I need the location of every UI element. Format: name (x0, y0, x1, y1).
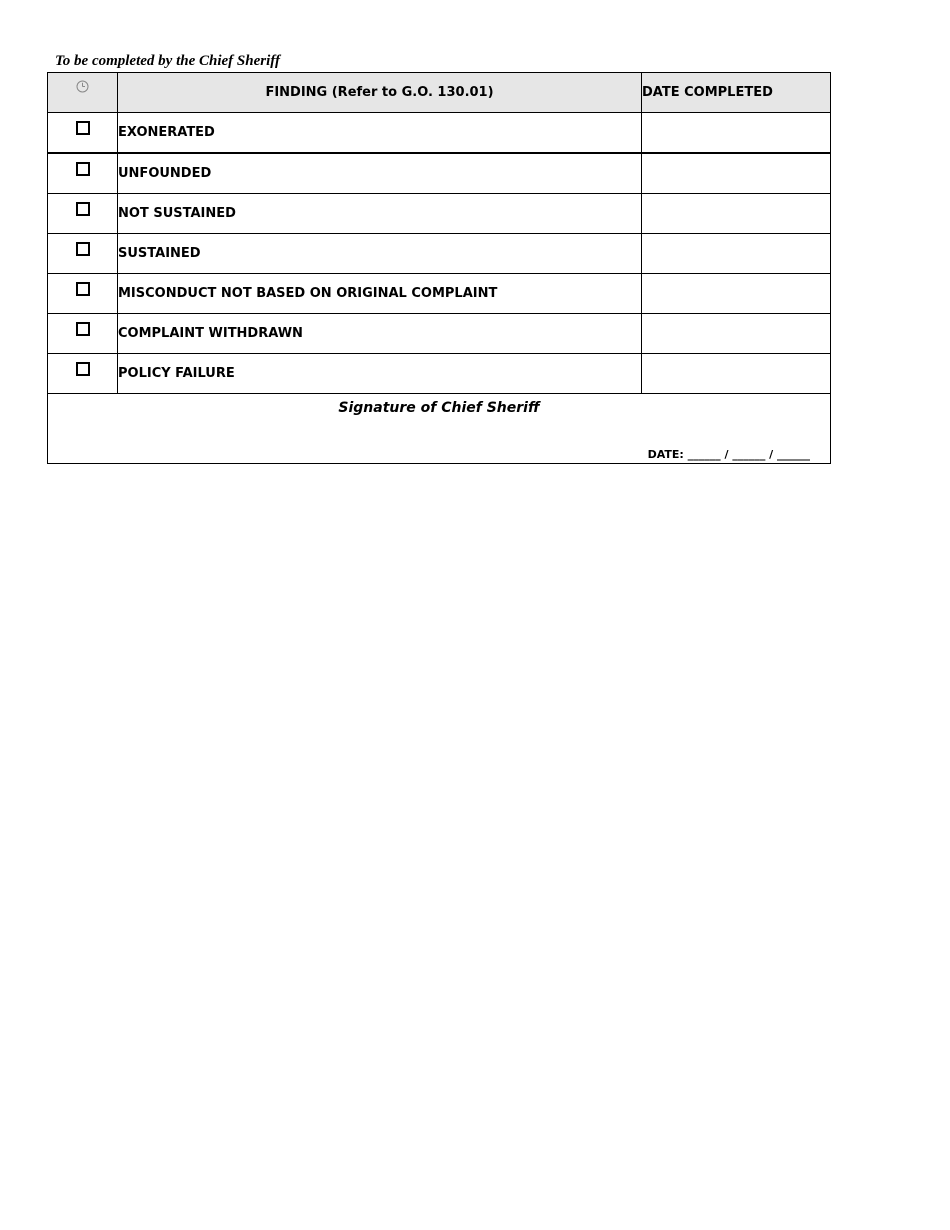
signature-date-line[interactable]: DATE: ______ / ______ / ______ (647, 448, 810, 461)
date-completed-field[interactable] (642, 354, 831, 394)
not-sustained-checkbox[interactable] (76, 202, 90, 216)
date-completed-field[interactable] (642, 194, 831, 234)
date-completed-column-header: DATE COMPLETED (642, 73, 831, 113)
policy-failure-checkbox[interactable] (76, 362, 90, 376)
finding-label: SUSTAINED (118, 234, 642, 274)
date-completed-field[interactable] (642, 314, 831, 354)
date-completed-field[interactable] (642, 274, 831, 314)
clock-icon (76, 80, 89, 97)
date-completed-field[interactable] (642, 234, 831, 274)
complaint-withdrawn-checkbox[interactable] (76, 322, 90, 336)
finding-row-not-sustained (48, 194, 831, 234)
finding-row-unfounded (48, 153, 831, 194)
form-section-heading: To be completed by the Chief Sheriff (55, 53, 280, 69)
finding-row-complaint-withdrawn (48, 314, 831, 354)
finding-label: NOT SUSTAINED (118, 194, 642, 234)
finding-label: POLICY FAILURE (118, 354, 642, 394)
finding-label: UNFOUNDED (118, 153, 642, 194)
exonerated-checkbox[interactable] (76, 121, 90, 135)
date-completed-field[interactable] (642, 153, 831, 194)
signature-title: Signature of Chief Sheriff (338, 400, 540, 416)
unfounded-checkbox[interactable] (76, 162, 90, 176)
signature-field[interactable] (48, 394, 831, 464)
finding-label: MISCONDUCT NOT BASED ON ORIGINAL COMPLAINT (118, 274, 642, 314)
finding-row-misconduct (48, 274, 831, 314)
misconduct-checkbox[interactable] (76, 282, 90, 296)
finding-row-exonerated (48, 113, 831, 154)
finding-label: EXONERATED (118, 113, 642, 154)
header-icon-cell (48, 73, 118, 113)
sustained-checkbox[interactable] (76, 242, 90, 256)
finding-row-policy-failure (48, 354, 831, 394)
findings-table (47, 72, 831, 464)
table-header-row (48, 73, 831, 113)
finding-row-sustained (48, 234, 831, 274)
finding-column-header: FINDING (Refer to G.O. 130.01) (118, 73, 642, 113)
finding-label: COMPLAINT WITHDRAWN (118, 314, 642, 354)
date-completed-field[interactable] (642, 113, 831, 154)
signature-row (48, 394, 831, 464)
